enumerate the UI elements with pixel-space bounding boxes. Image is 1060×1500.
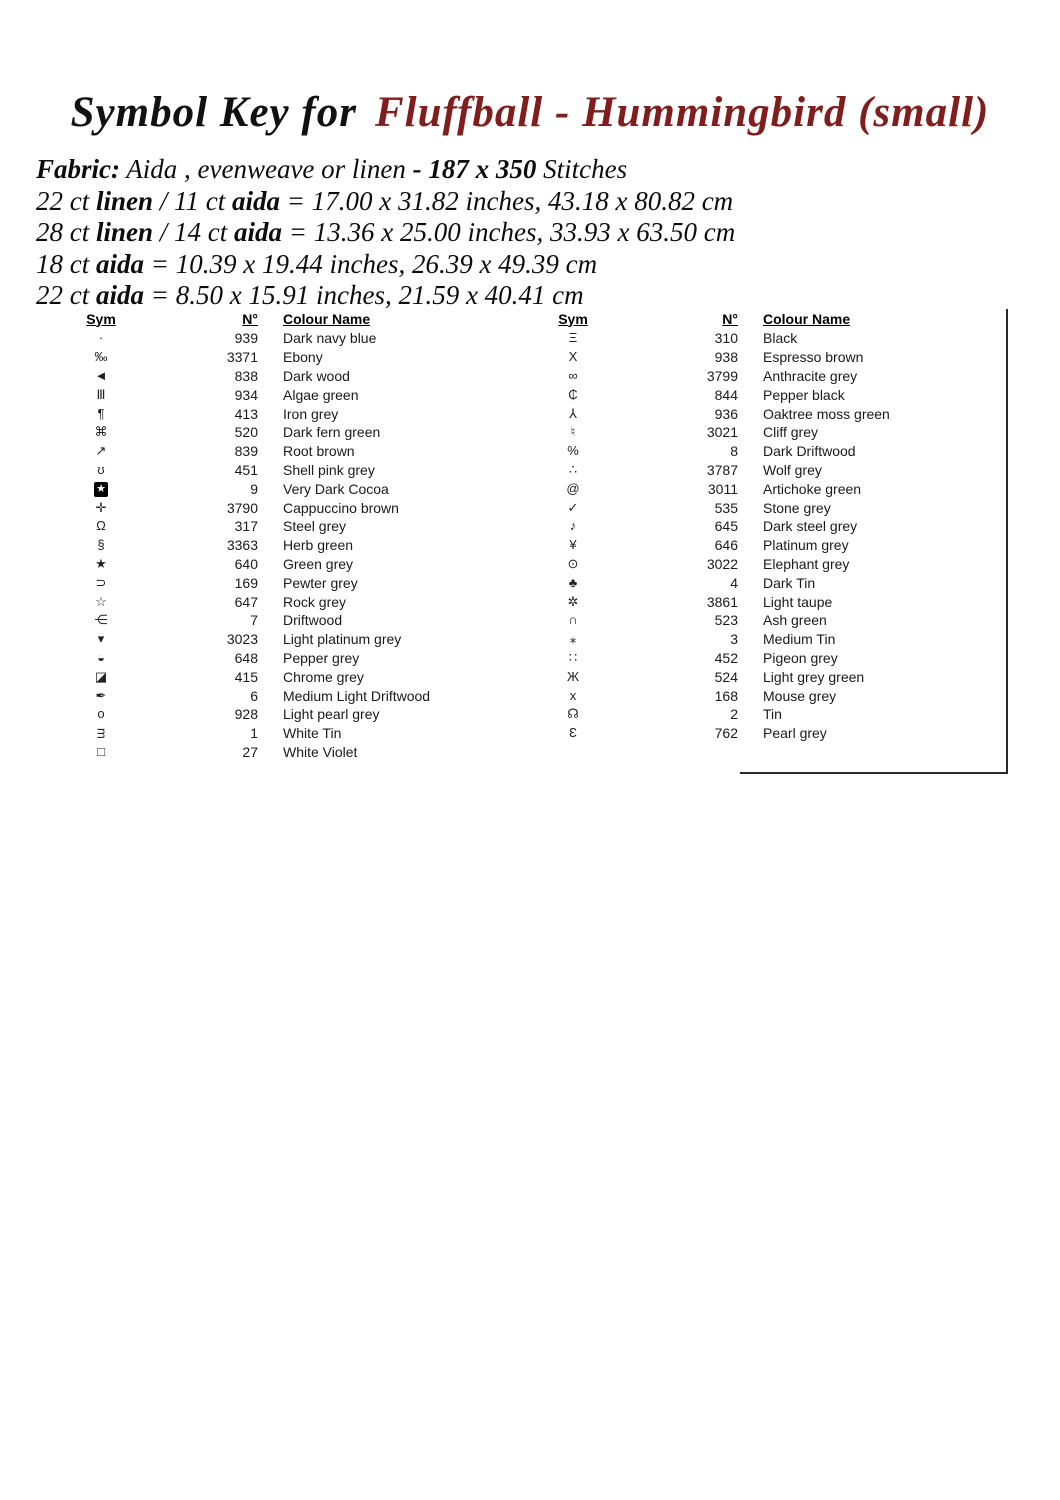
colour-name-cell: Very Dark Cocoa [283, 480, 389, 497]
colour-name-cell: Light pearl grey [283, 706, 380, 723]
symbol-cell: ⅄ [569, 405, 577, 421]
key-row [542, 404, 890, 423]
colour-name-cell: Herb green [283, 537, 354, 554]
number-cell: 310 [714, 330, 738, 347]
key-table-header [542, 308, 890, 329]
colour-name-cell: Root brown [283, 443, 355, 460]
key-row [542, 498, 890, 517]
key-row [70, 592, 430, 611]
colour-name-cell: Platinum grey [763, 537, 849, 554]
page-title-pattern-name: Fluffball - Hummingbird (small) [374, 89, 990, 136]
fabric-line: 18 ct aida = 10.39 x 19.44 inches, 26.39 x 49.39 cm [36, 248, 598, 279]
symbol-cell: ∞ [568, 367, 578, 383]
colour-name-cell: Pepper black [763, 386, 845, 403]
key-table-left [70, 308, 430, 761]
number-cell: 938 [714, 349, 738, 366]
key-row [70, 630, 430, 649]
key-row [70, 555, 430, 574]
key-row [70, 423, 430, 442]
key-row [542, 649, 890, 668]
colour-name-cell: Pearl grey [763, 725, 827, 742]
symbol-cell: ✲ [567, 593, 579, 609]
number-cell: 1 [250, 725, 258, 742]
header-number: N° [722, 310, 738, 327]
symbol-cell: ☆ [95, 593, 107, 609]
header-colour: Colour Name [763, 310, 851, 327]
header-colour: Colour Name [283, 310, 371, 327]
key-row [70, 461, 430, 480]
key-row [70, 686, 430, 705]
symbol-cell: Ɛ [569, 725, 577, 741]
symbol-cell: ▾ [97, 631, 105, 647]
colour-name-cell: Green grey [283, 555, 354, 572]
fabric-line: 28 ct linen / 14 ct aida = 13.36 x 25.00 inches, 33.93 x 63.50 cm [36, 217, 736, 247]
number-cell: 3022 [706, 555, 738, 572]
number-cell: 762 [714, 725, 738, 742]
number-cell: 3363 [226, 537, 258, 554]
key-row [70, 385, 430, 404]
symbol-cell: ✛ [95, 499, 107, 515]
symbol-cell: ∩ [568, 612, 578, 628]
key-row [70, 479, 430, 498]
key-row [542, 667, 890, 686]
number-cell: 451 [234, 461, 258, 478]
colour-name-cell: Light grey green [763, 668, 865, 685]
number-cell: 646 [714, 537, 738, 554]
number-cell: 9 [250, 480, 258, 497]
key-row [70, 517, 430, 536]
fabric-line: Fabric: Aida , evenweave or linen - 187 x 350 Stitches [36, 154, 628, 184]
number-cell: 640 [234, 555, 258, 572]
colour-name-cell: Algae green [283, 386, 359, 403]
symbol-cell: ♣ [568, 574, 578, 590]
symbol-cell: ᴟ [97, 725, 105, 741]
key-row [542, 555, 890, 574]
adjacent-table-bottom-border [740, 772, 1008, 774]
colour-name-cell: Dark fern green [283, 424, 381, 441]
key-row [542, 536, 890, 555]
key-row [542, 686, 890, 705]
colour-name-cell: Light platinum grey [283, 631, 402, 648]
symbol-cell: § [97, 537, 105, 553]
number-cell: 6 [250, 687, 258, 704]
colour-name-cell: Rock grey [283, 593, 347, 610]
symbol-cell: ‰ [94, 349, 108, 365]
colour-name-cell: Medium Tin [763, 631, 836, 648]
symbol-cell: ⌘ [94, 424, 108, 440]
symbol-cell: o [97, 706, 105, 722]
colour-name-cell: Tin [763, 706, 782, 723]
colour-name-cell: Dark Tin [763, 574, 816, 591]
symbol-cell: ✒ [95, 687, 107, 703]
number-cell: 838 [234, 367, 258, 384]
number-cell: 8 [730, 443, 738, 460]
key-row [70, 348, 430, 367]
symbol-cell: ☊ [567, 706, 579, 722]
symbol-cell: ⊙ [567, 555, 579, 571]
key-row [70, 536, 430, 555]
key-table-header [70, 308, 430, 329]
colour-name-cell: Wolf grey [763, 461, 822, 478]
number-cell: 3011 [707, 480, 738, 497]
key-row [70, 724, 430, 743]
number-cell: 647 [234, 593, 258, 610]
colour-name-cell: Dark navy blue [283, 330, 377, 347]
symbol-cell: □ [97, 743, 105, 759]
colour-name-cell: Cappuccino brown [283, 499, 399, 516]
key-row [70, 743, 430, 762]
colour-name-cell: Pepper grey [283, 649, 360, 666]
key-row [70, 611, 430, 630]
symbol-cell: ★ [95, 555, 107, 571]
key-row [542, 592, 890, 611]
colour-name-cell: Anthracite grey [763, 367, 858, 384]
symbol-cell: ★ [96, 482, 106, 495]
key-row [542, 479, 890, 498]
number-cell: 2 [730, 706, 738, 723]
number-cell: 3371 [226, 349, 258, 366]
key-row [70, 367, 430, 386]
colour-name-cell: Pigeon grey [763, 649, 838, 666]
colour-name-cell: Iron grey [283, 405, 339, 422]
number-cell: 168 [714, 687, 738, 704]
number-cell: 520 [234, 424, 258, 441]
symbol-cell: ◒ [97, 649, 105, 665]
symbol-cell: ⊃ [95, 574, 107, 590]
colour-name-cell: Chrome grey [283, 668, 364, 685]
colour-name-cell: Oaktree moss green [763, 405, 890, 422]
number-cell: 928 [234, 706, 258, 723]
number-cell: 645 [714, 518, 738, 535]
symbol-cell: ⁎ [569, 631, 577, 647]
colour-name-cell: White Violet [283, 743, 358, 760]
header-sym: Sym [558, 310, 588, 327]
symbol-cell: ✓ [567, 499, 579, 515]
colour-name-cell: Black [763, 330, 798, 347]
number-cell: 523 [714, 612, 738, 629]
number-cell: 27 [242, 743, 258, 760]
number-cell: 3023 [226, 631, 258, 648]
colour-name-cell: Stone grey [763, 499, 831, 516]
number-cell: 3790 [226, 499, 258, 516]
symbol-cell: ¶ [97, 405, 105, 421]
key-row [542, 630, 890, 649]
number-cell: 939 [234, 330, 258, 347]
key-row [70, 705, 430, 724]
colour-name-cell: Pewter grey [283, 574, 358, 591]
symbol-cell: Ω [96, 518, 106, 534]
key-row [542, 461, 890, 480]
symbol-cell: ʊ [97, 461, 105, 477]
key-row [70, 498, 430, 517]
number-cell: 535 [714, 499, 738, 516]
symbol-cell: ◄ [94, 367, 108, 383]
symbol-cell: @ [566, 480, 580, 496]
symbol-cell: X [568, 349, 578, 365]
symbol-cell: % [567, 443, 579, 459]
colour-name-cell: Mouse grey [763, 687, 837, 704]
colour-name-cell: Steel grey [283, 518, 347, 535]
number-cell: 3 [730, 631, 738, 648]
key-row [542, 705, 890, 724]
number-cell: 4 [730, 574, 738, 591]
colour-name-cell: White Tin [283, 725, 342, 742]
colour-name-cell: Espresso brown [763, 349, 864, 366]
symbol-cell: · [98, 330, 104, 346]
key-table-right [542, 308, 890, 743]
colour-name-cell: Shell pink grey [283, 461, 375, 478]
number-cell: 524 [714, 668, 738, 685]
number-cell: 413 [234, 405, 258, 422]
colour-name-cell: Driftwood [283, 612, 343, 629]
colour-name-cell: Dark wood [283, 367, 350, 384]
number-cell: 3861 [706, 593, 738, 610]
page-title-prefix: Symbol Key for [70, 89, 357, 136]
symbol-cell: ∴ [568, 461, 578, 477]
key-row [542, 517, 890, 536]
colour-name-cell: Light taupe [763, 593, 833, 610]
number-cell: 169 [234, 574, 258, 591]
colour-name-cell: Cliff grey [763, 424, 818, 441]
colour-name-cell: Artichoke green [763, 480, 862, 497]
header-number: N° [242, 310, 258, 327]
symbol-cell: ↗ [95, 443, 107, 459]
key-row [542, 724, 890, 743]
symbol-cell: Ξ [568, 330, 578, 346]
symbol-cell: ♮ [570, 424, 576, 440]
key-row [542, 611, 890, 630]
key-row [70, 404, 430, 423]
adjacent-table-right-border [1006, 309, 1008, 774]
key-row [70, 667, 430, 686]
fabric-info [36, 154, 735, 312]
number-cell: 452 [714, 649, 738, 666]
colour-name-cell: Ash green [763, 612, 827, 629]
symbol-cell: ♪ [569, 518, 577, 534]
key-row [542, 423, 890, 442]
key-row [542, 367, 890, 386]
symbol-cell: ∷ [568, 649, 578, 665]
colour-name-cell: Dark Driftwood [763, 443, 856, 460]
colour-name-cell: Elephant grey [763, 555, 850, 572]
symbol-cell: ₵ [568, 386, 578, 402]
header-sym: Sym [86, 310, 116, 327]
key-row [542, 329, 890, 348]
key-row [70, 442, 430, 461]
symbol-cell: Ж [566, 668, 579, 684]
colour-name-cell: Ebony [283, 349, 323, 366]
page-title [0, 88, 1060, 137]
key-row [542, 385, 890, 404]
symbol-cell: x [569, 687, 577, 703]
number-cell: 844 [714, 386, 738, 403]
key-row [542, 348, 890, 367]
number-cell: 415 [234, 668, 258, 685]
key-row [542, 442, 890, 461]
number-cell: 317 [234, 518, 258, 535]
number-cell: 3799 [706, 367, 738, 384]
fabric-line: 22 ct aida = 8.50 x 15.91 inches, 21.59 x 40.41 cm [36, 280, 584, 310]
key-row [70, 329, 430, 348]
number-cell: 3787 [706, 461, 738, 478]
symbol-cell: Ⅲ [96, 386, 106, 402]
symbol-cell: ⋲ [94, 612, 108, 628]
number-cell: 3021 [706, 424, 738, 441]
key-row [70, 649, 430, 668]
fabric-line: 22 ct linen / 11 ct aida = 17.00 x 31.82 inches, 43.18 x 80.82 cm [36, 185, 734, 216]
number-cell: 934 [234, 386, 258, 403]
number-cell: 648 [234, 649, 258, 666]
symbol-cell: ¥ [569, 537, 577, 553]
number-cell: 839 [234, 443, 258, 460]
key-row [70, 573, 430, 592]
number-cell: 936 [714, 405, 738, 422]
key-row [542, 573, 890, 592]
colour-name-cell: Dark steel grey [763, 518, 858, 535]
symbol-cell: ◪ [94, 668, 108, 684]
number-cell: 7 [250, 612, 258, 629]
colour-name-cell: Medium Light Driftwood [283, 687, 431, 704]
